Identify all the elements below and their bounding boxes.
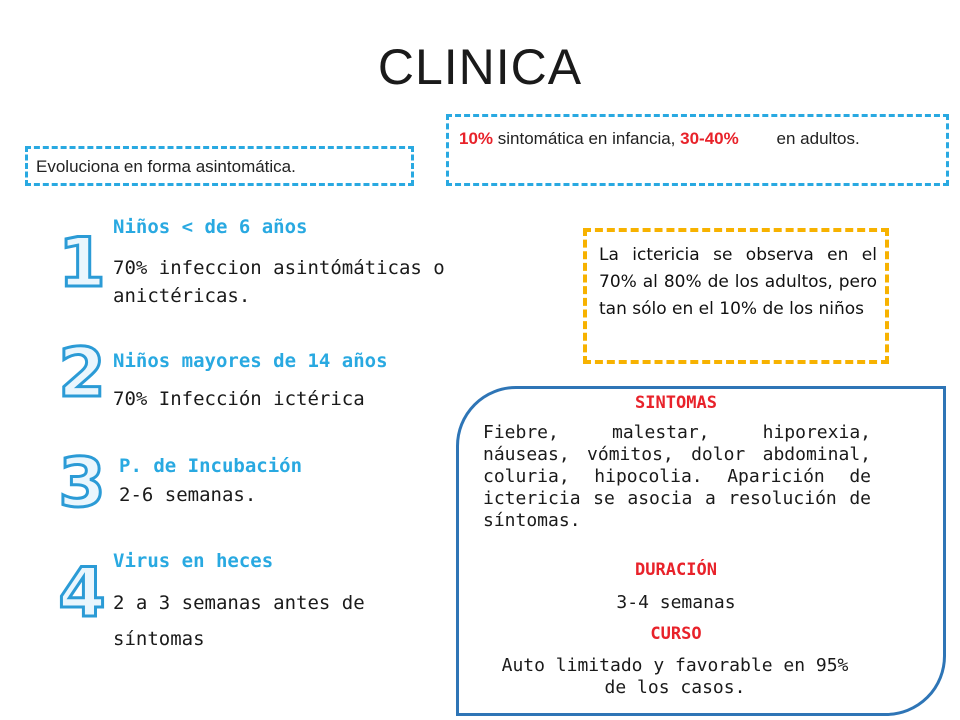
note-text-1: sintomática en infancia, [493,129,681,148]
symptomatic-note [446,114,949,186]
svg-text:3: 3 [58,446,106,516]
number-3-icon [52,446,112,516]
symptoms-heading: SINTOMAS [635,393,717,413]
page-title: CLINICA [377,39,583,95]
course-value: Auto limitado y favorable en 95% de los casos. [501,655,849,698]
item-3-body: 2-6 semanas. [119,484,257,506]
svg-text:1: 1 [58,226,106,296]
item-2-body: 70% Infección ictérica [113,388,365,410]
item-4-body: 2 a 3 semanas antes de síntomas [113,592,365,650]
pct-adults: 30-40% [680,129,739,148]
pct-infancy: 10% [459,129,494,148]
svg-text:2: 2 [58,336,106,406]
note-text-2: en adultos. [738,129,860,148]
asymptomatic-note: Evoluciona en forma asintomática. [25,146,414,186]
number-4-icon [52,556,112,626]
item-1-body: 70% infeccion asintómáticas o anictéricas. [113,257,445,307]
item-2-heading: Niños mayores de 14 años [113,350,388,372]
duration-heading: DURACIÓN [635,560,717,580]
item-3-heading: P. de Incubación [119,455,303,477]
svg-text:4: 4 [58,556,106,626]
number-1-icon [52,226,112,296]
item-1-heading: Niños < de 6 años [113,216,308,238]
item-4-heading: Virus en heces [113,550,274,572]
duration-value: 3-4 semanas [616,592,736,613]
number-2-icon [52,336,112,406]
course-heading: CURSO [650,624,702,644]
symptoms-text: Fiebre, malestar, hiporexia, náuseas, vómitos, dolor abdominal, coluria, hipocolia. Aparición de ictericia se asocia a resolución de síntomas. [483,422,871,531]
ictericia-note: La ictericia se observa en el 70% al 80% de los adultos, pero tan sólo en el 10% de los niños [583,228,889,364]
